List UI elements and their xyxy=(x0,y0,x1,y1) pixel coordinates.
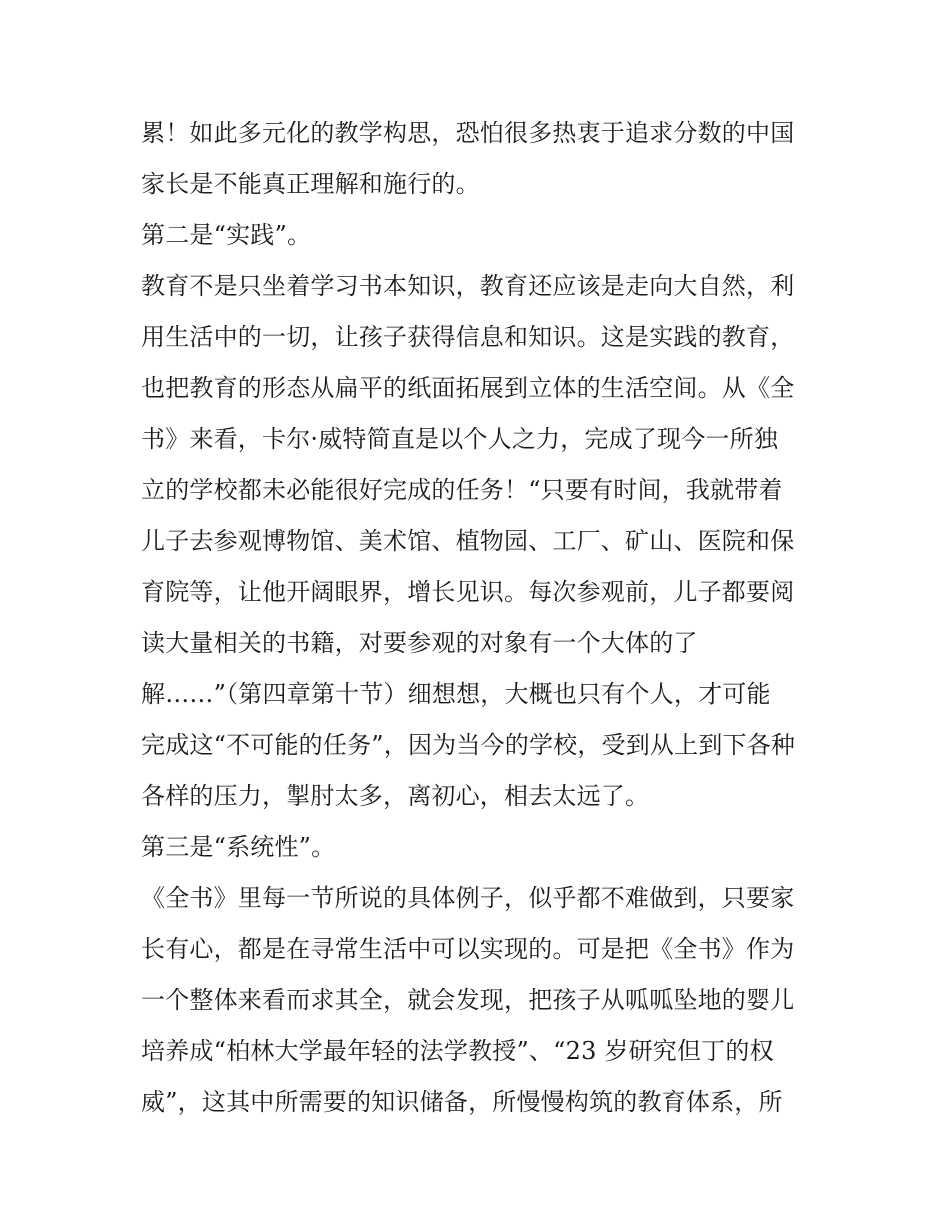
text-line: 解……”（第四章第十节）细想想，大概也只有个人，才可能 xyxy=(141,680,771,708)
text-line: 立的学校都未必能很好完成的任务！“只要有时间，我就带着 xyxy=(141,476,783,504)
text-line: 育院等，让他开阔眼界，增长见识。每次参观前，儿子都要阅 xyxy=(141,578,795,606)
text-line: 威”，这其中所需要的知识储备，所慢慢构筑的教育体系，所 xyxy=(141,1088,783,1116)
text-line: 长有心，都是在寻常生活中可以实现的。可是把《全书》作为 xyxy=(141,935,795,963)
text-line: 各样的压力，掣肘太多，离初心，相去太远了。 xyxy=(141,782,650,810)
text-line: 用生活中的一切，让孩子获得信息和知识。这是实践的教育， xyxy=(141,323,795,351)
text-line: 书》来看，卡尔·威特简直是以个人之力，完成了现今一所独 xyxy=(141,425,779,453)
text-line: 培养成“柏林大学最年轻的法学教授”、“23 岁研究但丁的权 xyxy=(141,1037,774,1065)
section-heading: 第三是“系统性”。 xyxy=(141,833,336,861)
text-line: 也把教育的形态从扁平的纸面拓展到立体的生活空间。从《全 xyxy=(141,374,795,402)
body-text xyxy=(141,108,813,1128)
text-line: 儿子去参观博物馆、美术馆、植物园、工厂、矿山、医院和保 xyxy=(141,527,795,555)
text-line: 教育不是只坐着学习书本知识，教育还应该是走向大自然，利 xyxy=(141,272,795,300)
text-line: 累！如此多元化的教学构思，恐怕很多热衷于追求分数的中国 xyxy=(141,119,795,147)
text-line: 完成这“不可能的任务”，因为当今的学校，受到从上到下各种 xyxy=(141,731,796,759)
text-line: 家长是不能真正理解和施行的。 xyxy=(141,170,480,198)
text-line: 一个整体来看而求其全，就会发现，把孩子从呱呱坠地的婴儿 xyxy=(141,986,795,1014)
text-line: 《全书》里每一节所说的具体例子，似乎都不难做到，只要家 xyxy=(141,884,795,912)
text-line: 读大量相关的书籍，对要参观的对象有一个大体的了 xyxy=(141,629,698,657)
section-heading: 第二是“实践”。 xyxy=(141,221,312,249)
